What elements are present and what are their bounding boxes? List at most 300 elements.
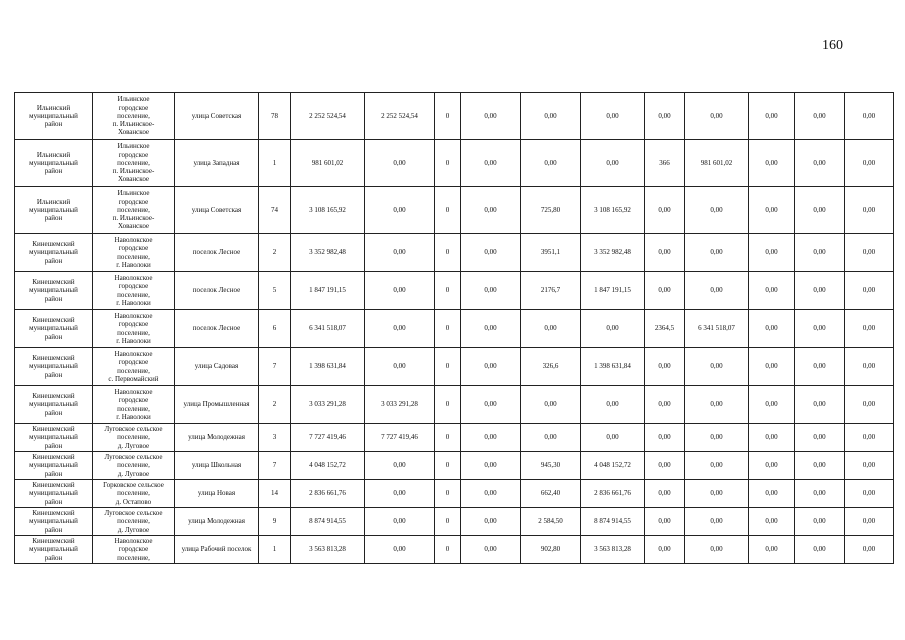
district-cell <box>15 386 93 424</box>
district-line: район <box>44 167 63 176</box>
value-cell-c8: 0,00 <box>685 452 749 480</box>
value-cell-c1: 3 033 291,28 <box>291 386 365 424</box>
district-cell <box>15 480 93 508</box>
house-number-cell: 78 <box>259 93 291 140</box>
value-cell-c11: 0,00 <box>845 536 894 564</box>
settlement-cell <box>93 452 175 480</box>
district-line: район <box>44 370 63 379</box>
district-line: район <box>44 497 63 506</box>
value-cell-c7: 2364,5 <box>645 310 685 348</box>
value-cell-c9: 0,00 <box>749 508 795 536</box>
district-cell <box>15 536 93 564</box>
value-cell-c7: 0,00 <box>645 424 685 452</box>
settlement-line: п. Ильинское- <box>112 214 155 223</box>
value-cell-c11: 0,00 <box>845 386 894 424</box>
house-number-cell: 14 <box>259 480 291 508</box>
value-cell-c10: 0,00 <box>795 234 845 272</box>
settlement-line: д. Остапово <box>115 497 152 506</box>
value-cell-c2: 0,00 <box>365 234 435 272</box>
value-cell-c7: 0,00 <box>645 272 685 310</box>
district-line: район <box>44 525 63 534</box>
value-cell-c9: 0,00 <box>749 424 795 452</box>
district-cell <box>15 187 93 234</box>
street-cell: улица Рабочий поселок <box>175 536 259 564</box>
table-row <box>15 187 894 234</box>
value-cell-c1: 3 108 165,92 <box>291 187 365 234</box>
settlement-line: городское <box>118 396 149 405</box>
value-cell-c9: 0,00 <box>749 272 795 310</box>
value-cell-c4: 0,00 <box>461 272 521 310</box>
district-line: Кинешемский <box>32 354 75 363</box>
house-number-cell: 1 <box>259 140 291 187</box>
value-cell-c8: 0,00 <box>685 93 749 140</box>
value-cell-c5: 0,00 <box>521 140 581 187</box>
value-cell-c4: 0,00 <box>461 480 521 508</box>
value-cell-c3: 0 <box>435 424 461 452</box>
table-row <box>15 386 894 424</box>
district-line: район <box>44 332 63 341</box>
value-cell-c11: 0,00 <box>845 187 894 234</box>
value-cell-c6: 3 108 165,92 <box>581 187 645 234</box>
settlement-line: п. Ильинское- <box>112 167 155 176</box>
district-line: Кинешемский <box>32 425 75 434</box>
district-line: муниципальный <box>29 489 78 498</box>
value-cell-c6: 0,00 <box>581 386 645 424</box>
house-number-cell: 2 <box>259 386 291 424</box>
settlement-line: городское <box>118 320 149 329</box>
settlement-line: г. Наволоки <box>116 336 151 345</box>
value-cell-c4: 0,00 <box>461 536 521 564</box>
district-cell <box>15 508 93 536</box>
district-line: район <box>44 553 63 562</box>
value-cell-c1: 6 341 518,07 <box>291 310 365 348</box>
district-line: муниципальный <box>29 205 78 214</box>
value-cell-c2: 0,00 <box>365 272 435 310</box>
settlement-cell <box>93 536 175 564</box>
house-number-cell: 5 <box>259 272 291 310</box>
value-cell-c11: 0,00 <box>845 310 894 348</box>
settlement-line: поселение, <box>117 111 150 120</box>
settlement-line: д. Луговое <box>117 525 150 534</box>
settlement-line: поселение, <box>117 553 150 562</box>
value-cell-c9: 0,00 <box>749 187 795 234</box>
value-cell-c11: 0,00 <box>845 93 894 140</box>
value-cell-c5: 2 584,50 <box>521 508 581 536</box>
value-cell-c10: 0,00 <box>795 187 845 234</box>
district-cell <box>15 452 93 480</box>
value-cell-c1: 981 601,02 <box>291 140 365 187</box>
value-cell-c2: 3 033 291,28 <box>365 386 435 424</box>
value-cell-c7: 0,00 <box>645 234 685 272</box>
value-cell-c6: 2 836 661,76 <box>581 480 645 508</box>
value-cell-c1: 4 048 152,72 <box>291 452 365 480</box>
value-cell-c9: 0,00 <box>749 348 795 386</box>
district-line: Кинешемский <box>32 537 75 546</box>
table-row <box>15 272 894 310</box>
district-line: муниципальный <box>29 433 78 442</box>
value-cell-c5: 0,00 <box>521 310 581 348</box>
settlement-line: д. Луговое <box>117 441 150 450</box>
house-number-cell: 7 <box>259 348 291 386</box>
settlement-line: Ильинское <box>117 95 150 104</box>
settlement-line: г. Наволоки <box>116 412 151 421</box>
settlement-cell <box>93 272 175 310</box>
value-cell-c2: 0,00 <box>365 508 435 536</box>
settlement-cell <box>93 234 175 272</box>
settlement-line: Луговское сельское <box>104 425 163 434</box>
value-cell-c4: 0,00 <box>461 452 521 480</box>
value-cell-c7: 0,00 <box>645 536 685 564</box>
settlement-line: с. Первомайский <box>108 374 159 383</box>
district-cell <box>15 424 93 452</box>
value-cell-c8: 0,00 <box>685 424 749 452</box>
value-cell-c2: 0,00 <box>365 348 435 386</box>
settlement-line: поселение, <box>117 489 150 498</box>
value-cell-c9: 0,00 <box>749 386 795 424</box>
district-line: муниципальный <box>29 517 78 526</box>
value-cell-c2: 0,00 <box>365 536 435 564</box>
value-cell-c9: 0,00 <box>749 93 795 140</box>
value-cell-c7: 0,00 <box>645 452 685 480</box>
value-cell-c8: 6 341 518,07 <box>685 310 749 348</box>
value-cell-c5: 0,00 <box>521 93 581 140</box>
value-cell-c5: 662,40 <box>521 480 581 508</box>
district-line: муниципальный <box>29 400 78 409</box>
district-line: район <box>44 469 63 478</box>
value-cell-c8: 0,00 <box>685 234 749 272</box>
value-cell-c9: 0,00 <box>749 452 795 480</box>
street-cell: улица Садовая <box>175 348 259 386</box>
value-cell-c8: 0,00 <box>685 272 749 310</box>
street-cell: улица Школьная <box>175 452 259 480</box>
district-line: район <box>44 441 63 450</box>
value-cell-c2: 2 252 524,54 <box>365 93 435 140</box>
house-number-cell: 9 <box>259 508 291 536</box>
district-line: Ильинский <box>36 103 71 112</box>
value-cell-c11: 0,00 <box>845 452 894 480</box>
value-cell-c3: 0 <box>435 234 461 272</box>
value-cell-c7: 0,00 <box>645 386 685 424</box>
value-cell-c1: 2 836 661,76 <box>291 480 365 508</box>
value-cell-c1: 7 727 419,46 <box>291 424 365 452</box>
value-cell-c10: 0,00 <box>795 536 845 564</box>
district-line: муниципальный <box>29 158 78 167</box>
value-cell-c10: 0,00 <box>795 140 845 187</box>
settlement-cell <box>93 424 175 452</box>
settlement-line: г. Наволоки <box>116 260 151 269</box>
settlement-line: п. Ильинское- <box>112 120 155 129</box>
value-cell-c1: 8 874 914,55 <box>291 508 365 536</box>
table-row <box>15 348 894 386</box>
district-line: муниципальный <box>29 111 78 120</box>
district-line: Кинешемский <box>32 453 75 462</box>
settlement-line: городское <box>118 197 149 206</box>
settlement-cell <box>93 310 175 348</box>
settlement-line: Наволокское <box>114 312 153 321</box>
value-cell-c1: 3 563 813,28 <box>291 536 365 564</box>
settlement-line: поселение, <box>117 366 150 375</box>
settlement-line: городское <box>118 282 149 291</box>
settlement-line: г. Наволоки <box>116 298 151 307</box>
value-cell-c2: 0,00 <box>365 480 435 508</box>
value-cell-c4: 0,00 <box>461 140 521 187</box>
value-cell-c11: 0,00 <box>845 480 894 508</box>
value-cell-c4: 0,00 <box>461 386 521 424</box>
settlement-line: Наволокское <box>114 350 153 359</box>
district-line: район <box>44 214 63 223</box>
value-cell-c7: 0,00 <box>645 93 685 140</box>
street-cell: поселок Лесное <box>175 310 259 348</box>
house-number-cell: 7 <box>259 452 291 480</box>
street-cell: улица Советская <box>175 93 259 140</box>
district-cell <box>15 234 93 272</box>
settlement-line: д. Луговое <box>117 469 150 478</box>
value-cell-c7: 0,00 <box>645 348 685 386</box>
table-row <box>15 508 894 536</box>
value-cell-c4: 0,00 <box>461 310 521 348</box>
table-row <box>15 234 894 272</box>
value-cell-c6: 3 563 813,28 <box>581 536 645 564</box>
street-cell: улица Молодежная <box>175 424 259 452</box>
value-cell-c5: 2176,7 <box>521 272 581 310</box>
settlement-cell <box>93 348 175 386</box>
district-cell <box>15 310 93 348</box>
settlement-line: городское <box>118 244 149 253</box>
value-cell-c11: 0,00 <box>845 272 894 310</box>
value-cell-c3: 0 <box>435 310 461 348</box>
settlement-line: городское <box>118 150 149 159</box>
value-cell-c7: 0,00 <box>645 187 685 234</box>
district-cell <box>15 140 93 187</box>
district-line: муниципальный <box>29 248 78 257</box>
street-cell: улица Промышленная <box>175 386 259 424</box>
value-cell-c5: 945,30 <box>521 452 581 480</box>
settlement-line: городское <box>118 545 149 554</box>
value-cell-c1: 1 398 631,84 <box>291 348 365 386</box>
district-line: район <box>44 294 63 303</box>
district-line: Кинешемский <box>32 240 75 249</box>
value-cell-c8: 0,00 <box>685 536 749 564</box>
district-line: Кинешемский <box>32 392 75 401</box>
district-cell <box>15 272 93 310</box>
district-cell <box>15 348 93 386</box>
district-line: муниципальный <box>29 324 78 333</box>
district-line: район <box>44 256 63 265</box>
street-cell: поселок Лесное <box>175 234 259 272</box>
value-cell-c1: 3 352 982,48 <box>291 234 365 272</box>
street-cell: улица Советская <box>175 187 259 234</box>
value-cell-c3: 0 <box>435 348 461 386</box>
value-cell-c3: 0 <box>435 386 461 424</box>
value-cell-c8: 0,00 <box>685 508 749 536</box>
settlement-line: поселение, <box>117 461 150 470</box>
value-cell-c4: 0,00 <box>461 424 521 452</box>
settlement-cell <box>93 140 175 187</box>
district-cell <box>15 93 93 140</box>
value-cell-c6: 0,00 <box>581 424 645 452</box>
value-cell-c4: 0,00 <box>461 348 521 386</box>
settlement-line: поселение, <box>117 517 150 526</box>
value-cell-c10: 0,00 <box>795 93 845 140</box>
settlement-cell <box>93 508 175 536</box>
housing-registry-table <box>14 92 894 564</box>
street-cell: улица Новая <box>175 480 259 508</box>
value-cell-c11: 0,00 <box>845 348 894 386</box>
value-cell-c5: 326,6 <box>521 348 581 386</box>
table-row <box>15 424 894 452</box>
value-cell-c9: 0,00 <box>749 234 795 272</box>
table-row <box>15 310 894 348</box>
value-cell-c6: 1 398 631,84 <box>581 348 645 386</box>
settlement-line: Хованское <box>117 175 150 184</box>
settlement-line: Наволокское <box>114 274 153 283</box>
district-line: район <box>44 408 63 417</box>
page-number: 160 <box>822 38 843 53</box>
value-cell-c2: 0,00 <box>365 452 435 480</box>
value-cell-c7: 366 <box>645 140 685 187</box>
house-number-cell: 6 <box>259 310 291 348</box>
district-line: район <box>44 120 63 129</box>
value-cell-c7: 0,00 <box>645 480 685 508</box>
district-line: муниципальный <box>29 362 78 371</box>
settlement-cell <box>93 187 175 234</box>
settlement-line: Луговское сельское <box>104 509 163 518</box>
value-cell-c4: 0,00 <box>461 508 521 536</box>
settlement-cell <box>93 93 175 140</box>
value-cell-c10: 0,00 <box>795 272 845 310</box>
value-cell-c6: 0,00 <box>581 140 645 187</box>
value-cell-c11: 0,00 <box>845 234 894 272</box>
settlement-line: Хованское <box>117 128 150 137</box>
value-cell-c7: 0,00 <box>645 508 685 536</box>
value-cell-c9: 0,00 <box>749 480 795 508</box>
settlement-line: поселение, <box>117 205 150 214</box>
value-cell-c6: 3 352 982,48 <box>581 234 645 272</box>
value-cell-c8: 0,00 <box>685 348 749 386</box>
table-row <box>15 93 894 140</box>
value-cell-c6: 0,00 <box>581 310 645 348</box>
value-cell-c5: 3951,1 <box>521 234 581 272</box>
table-row <box>15 140 894 187</box>
settlement-line: Наволокское <box>114 388 153 397</box>
value-cell-c2: 7 727 419,46 <box>365 424 435 452</box>
value-cell-c10: 0,00 <box>795 424 845 452</box>
value-cell-c10: 0,00 <box>795 508 845 536</box>
value-cell-c9: 0,00 <box>749 536 795 564</box>
street-cell: поселок Лесное <box>175 272 259 310</box>
value-cell-c5: 0,00 <box>521 424 581 452</box>
value-cell-c4: 0,00 <box>461 93 521 140</box>
value-cell-c11: 0,00 <box>845 508 894 536</box>
value-cell-c3: 0 <box>435 140 461 187</box>
settlement-line: Ильинское <box>117 189 150 198</box>
value-cell-c1: 2 252 524,54 <box>291 93 365 140</box>
value-cell-c2: 0,00 <box>365 310 435 348</box>
settlement-line: Луговское сельское <box>104 453 163 462</box>
settlement-line: поселение, <box>117 252 150 261</box>
value-cell-c8: 0,00 <box>685 187 749 234</box>
value-cell-c1: 1 847 191,15 <box>291 272 365 310</box>
value-cell-c10: 0,00 <box>795 452 845 480</box>
house-number-cell: 1 <box>259 536 291 564</box>
settlement-line: поселение, <box>117 328 150 337</box>
value-cell-c3: 0 <box>435 93 461 140</box>
settlement-line: Хованское <box>117 222 150 231</box>
value-cell-c6: 8 874 914,55 <box>581 508 645 536</box>
street-cell: улица Молодежная <box>175 508 259 536</box>
district-line: Ильинский <box>36 150 71 159</box>
value-cell-c6: 0,00 <box>581 93 645 140</box>
value-cell-c10: 0,00 <box>795 310 845 348</box>
settlement-cell <box>93 480 175 508</box>
value-cell-c10: 0,00 <box>795 386 845 424</box>
settlement-line: городское <box>118 358 149 367</box>
value-cell-c11: 0,00 <box>845 140 894 187</box>
settlement-line: Наволокское <box>114 537 153 546</box>
value-cell-c11: 0,00 <box>845 424 894 452</box>
value-cell-c3: 0 <box>435 480 461 508</box>
value-cell-c5: 0,00 <box>521 386 581 424</box>
value-cell-c5: 725,80 <box>521 187 581 234</box>
settlement-line: Горковское сельское <box>103 481 164 490</box>
district-line: муниципальный <box>29 286 78 295</box>
district-line: Кинешемский <box>32 278 75 287</box>
settlement-line: поселение, <box>117 290 150 299</box>
district-line: муниципальный <box>29 461 78 470</box>
value-cell-c9: 0,00 <box>749 140 795 187</box>
district-line: Кинешемский <box>32 509 75 518</box>
settlement-line: поселение, <box>117 404 150 413</box>
table-body <box>15 93 894 564</box>
value-cell-c8: 0,00 <box>685 480 749 508</box>
table-row <box>15 452 894 480</box>
value-cell-c10: 0,00 <box>795 348 845 386</box>
value-cell-c4: 0,00 <box>461 187 521 234</box>
value-cell-c8: 981 601,02 <box>685 140 749 187</box>
value-cell-c10: 0,00 <box>795 480 845 508</box>
district-line: Ильинский <box>36 197 71 206</box>
value-cell-c4: 0,00 <box>461 234 521 272</box>
table-row <box>15 480 894 508</box>
settlement-line: городское <box>118 103 149 112</box>
settlement-line: Наволокское <box>114 236 153 245</box>
district-line: Кинешемский <box>32 316 75 325</box>
table-row <box>15 536 894 564</box>
house-number-cell: 3 <box>259 424 291 452</box>
district-line: муниципальный <box>29 545 78 554</box>
value-cell-c3: 0 <box>435 187 461 234</box>
value-cell-c3: 0 <box>435 536 461 564</box>
settlement-line: поселение, <box>117 433 150 442</box>
value-cell-c2: 0,00 <box>365 187 435 234</box>
value-cell-c6: 4 048 152,72 <box>581 452 645 480</box>
house-number-cell: 74 <box>259 187 291 234</box>
value-cell-c9: 0,00 <box>749 310 795 348</box>
value-cell-c3: 0 <box>435 452 461 480</box>
value-cell-c5: 902,80 <box>521 536 581 564</box>
settlement-line: поселение, <box>117 158 150 167</box>
value-cell-c2: 0,00 <box>365 140 435 187</box>
district-line: Кинешемский <box>32 481 75 490</box>
house-number-cell: 2 <box>259 234 291 272</box>
settlement-line: Ильинское <box>117 142 150 151</box>
value-cell-c3: 0 <box>435 272 461 310</box>
value-cell-c6: 1 847 191,15 <box>581 272 645 310</box>
value-cell-c8: 0,00 <box>685 386 749 424</box>
street-cell: улица Западная <box>175 140 259 187</box>
value-cell-c3: 0 <box>435 508 461 536</box>
settlement-cell <box>93 386 175 424</box>
